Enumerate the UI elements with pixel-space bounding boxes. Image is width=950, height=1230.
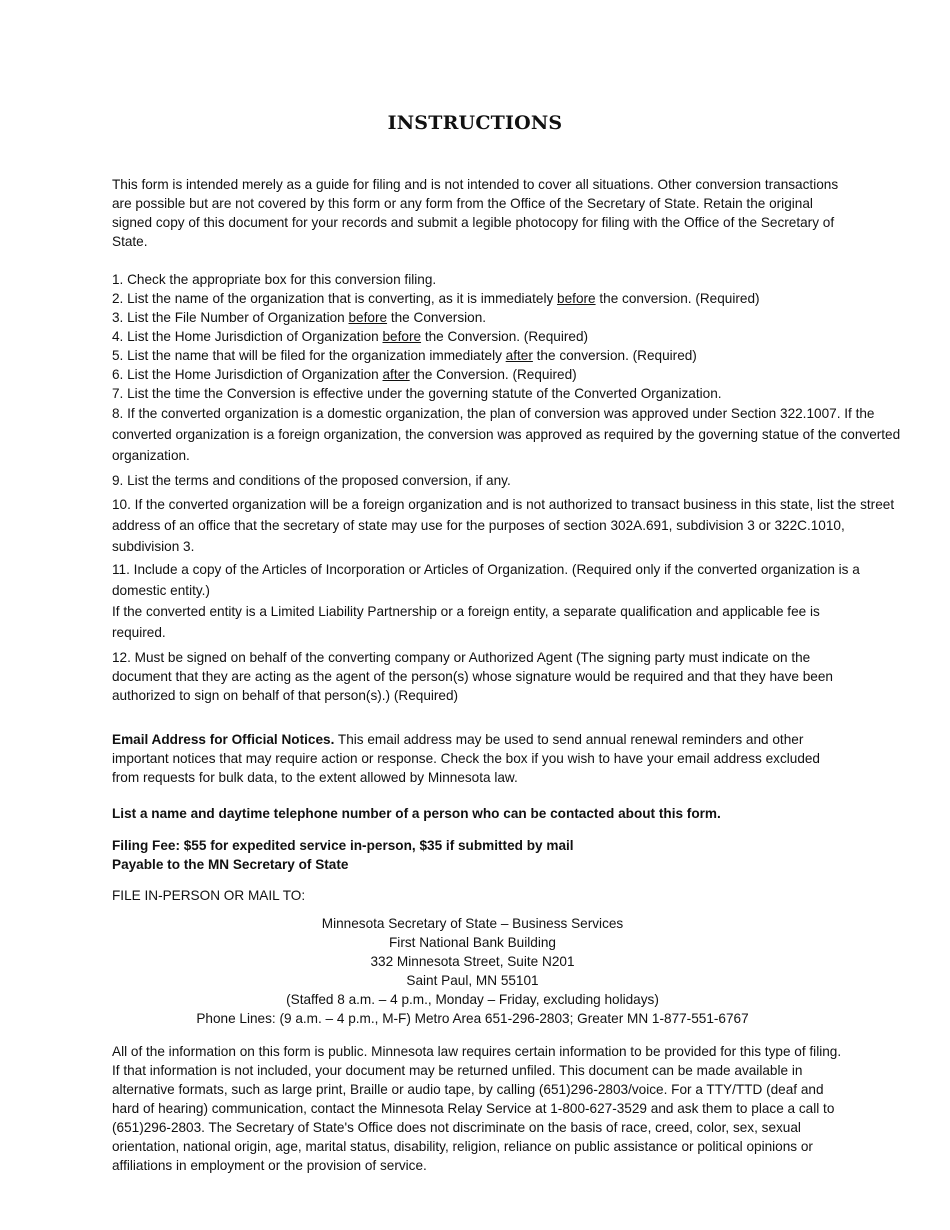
step-12: 12. Must be signed on behalf of the converting company or Authorized Agent (The signing party must indicate on the document that they are acting as the agent of the person(s) whose signature would be required and that they have been authorized to sign on behalf of that person(s).) (Required)	[112, 650, 833, 703]
email-notice	[112, 730, 842, 787]
fee-line: Filing Fee: $55 for expedited service in-person, $35 if submitted by mail	[112, 838, 574, 853]
step-11-note: If the converted entity is a Limited Liability Partnership or a foreign entity, a separate qualification and applicable fee is required.	[112, 604, 820, 640]
filing-fee	[112, 836, 912, 874]
office-hours: (Staffed 8 a.m. – 4 p.m., Monday – Friday, excluding holidays)	[286, 992, 659, 1007]
address-line: Saint Paul, MN 55101	[406, 973, 539, 988]
step-10: 10. If the converted organization will be a foreign organization and is not authorized to transact business in this state, list the street address of an office that the secretary of state may use for the purposes of section 302A.691, subdivision 3 or 322C.1010, subdivision 3.	[112, 497, 895, 554]
page-title: INSTRUCTIONS	[387, 112, 563, 134]
instruction-steps	[112, 270, 912, 705]
file-header: FILE IN-PERSON OR MAIL TO:	[112, 888, 306, 903]
payable-line: Payable to the MN Secretary of State	[112, 857, 349, 872]
contact-instruction: List a name and daytime telephone number of a person who can be contacted about this form.	[112, 806, 721, 821]
step-9: 9. List the terms and conditions of the proposed conversion, if any.	[112, 473, 511, 488]
step-2: 2. List the name of the organization that is converting, as it is immediately before the conversion. (Required)	[112, 291, 760, 306]
address-line: Minnesota Secretary of State – Business Services	[321, 916, 624, 931]
step-11: 11. Include a copy of the Articles of Incorporation or Articles of Organization. (Required only if the converted organization is a domestic entity.)	[112, 562, 860, 598]
mailing-address	[0, 914, 945, 1028]
step-5: 5. List the name that will be filed for the organization immediately after the conversion. (Required)	[112, 348, 697, 363]
step-4: 4. List the Home Jurisdiction of Organization before the Conversion. (Required)	[112, 329, 589, 344]
email-text: This email address may be used to send annual renewal reminders and other important notices that may require action or response. Check the box if you wish to have your email address excluded from requests for bulk data, to the extent allowed by Minnesota law.	[112, 732, 820, 785]
public-info-notice: All of the information on this form is public. Minnesota law requires certain information to be provided for this type of filing. If that information is not included, your document may be returned unfiled. This document can be made available in alternative formats, such as large print, Braille or audio tape, by calling (651)296-2803/voice. For a TTY/TTD (deaf and hard of hearing) communication, contact the Minnesota Relay Service at 1-800-627-3529 and ask them to place a call to (651)296-2803. The Secretary of State's Office does not discriminate on the basis of race, creed, color, sex, sexual orientation, national origin, age, marital status, disability, religion, reliance on public assistance or political opinions or affiliations in employment or the provision of service.	[112, 1044, 842, 1173]
step-8: 8. If the converted organization is a domestic organization, the plan of conversion was approved under Section 322.1007. If the converted organization is a foreign organization, the conversion was approved as required by the governing statue of the converted organization.	[112, 406, 901, 463]
step-1: 1. Check the appropriate box for this conversion filing.	[112, 272, 437, 287]
step-6: 6. List the Home Jurisdiction of Organization after the Conversion. (Required)	[112, 367, 577, 382]
email-label: Email Address for Official Notices.	[112, 732, 335, 747]
intro-paragraph: This form is intended merely as a guide for filing and is not intended to cover all situations. Other conversion transactions are possible but are not covered by this form or any form from the Office of the Secretary of State. Retain the original signed copy of this document for your records and submit a legible photocopy for filing with the Office of the Secretary of State.	[112, 177, 839, 249]
phone-lines: Phone Lines: (9 a.m. – 4 p.m., M-F) Metro Area 651-296-2803; Greater MN 1-877-551-6767	[196, 1011, 749, 1026]
step-3: 3. List the File Number of Organization before the Conversion.	[112, 310, 487, 325]
address-line: 332 Minnesota Street, Suite N201	[370, 954, 575, 969]
step-7: 7. List the time the Conversion is effective under the governing statute of the Converted Organization.	[112, 386, 722, 401]
address-line: First National Bank Building	[389, 935, 556, 950]
